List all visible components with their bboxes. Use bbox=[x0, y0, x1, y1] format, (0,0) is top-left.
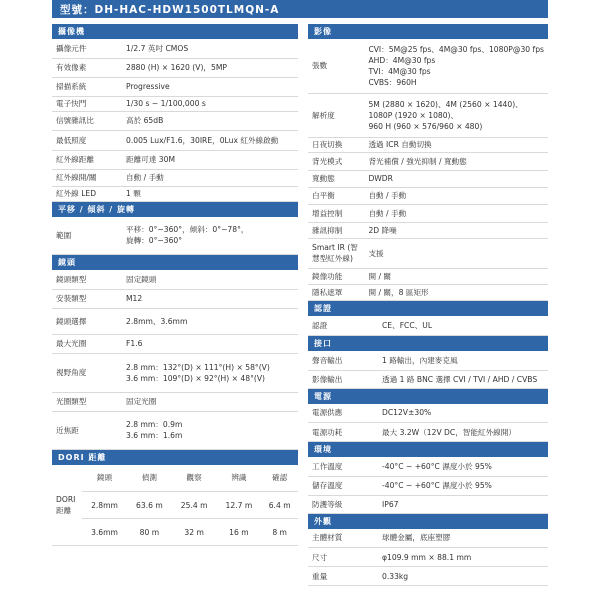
spec-label: 雜訊抑制 bbox=[308, 222, 364, 238]
spec-value bbox=[122, 96, 298, 111]
dori-cell: 80 m bbox=[127, 519, 172, 546]
spec-value-line: 固定光圈 bbox=[126, 397, 157, 406]
spec-label: 背光模式 bbox=[308, 152, 364, 170]
spec-value-line: DC12V±30% bbox=[382, 408, 432, 418]
spec-value bbox=[122, 289, 298, 308]
spec-value-line: DWDR bbox=[368, 174, 393, 183]
spec-value bbox=[364, 152, 548, 170]
spec-value-line: 1/2.7 英吋 CMOS bbox=[126, 43, 189, 53]
spec-value bbox=[122, 77, 298, 96]
spec-value bbox=[122, 392, 298, 411]
spec-value-line: CE、FCC、UL bbox=[382, 320, 433, 330]
spec-value-line: -40°C ~ +60°C 濕度小於 95% bbox=[382, 461, 492, 471]
spec-row bbox=[52, 308, 298, 334]
spec-value-line: 開 / 關，8 區矩形 bbox=[368, 287, 429, 297]
dori-cell: 12.7 m bbox=[217, 492, 262, 519]
dori-header-cell: 辨識 bbox=[217, 465, 262, 492]
dori-cell: 32 m bbox=[172, 519, 217, 546]
section-title: 影像 bbox=[308, 24, 548, 39]
spec-value bbox=[378, 316, 548, 336]
spec-table bbox=[308, 529, 548, 587]
spec-row bbox=[308, 529, 548, 548]
spec-value-line: M12 bbox=[126, 294, 143, 303]
spec-value bbox=[122, 58, 298, 77]
spec-value-line: 2880 (H) × 1620 (V)，5MP bbox=[126, 63, 227, 72]
spec-value bbox=[122, 111, 298, 130]
dori-header-cell: 偵測 bbox=[127, 465, 172, 492]
spec-value bbox=[122, 130, 298, 150]
dori-cell: 6.4 m bbox=[261, 492, 298, 519]
dori-header-cell: 鏡頭 bbox=[82, 465, 127, 492]
dori-header-cell: 確認 bbox=[261, 465, 298, 492]
spec-label: 光圈類型 bbox=[52, 392, 122, 411]
spec-value bbox=[378, 529, 548, 548]
spec-label: 鏡頭選擇 bbox=[52, 308, 122, 334]
spec-value-line: 自動 / 手動 bbox=[368, 191, 407, 200]
spec-value-line: 3.6 mm：1.6m bbox=[126, 431, 183, 440]
spec-row bbox=[308, 268, 548, 284]
spec-value bbox=[378, 476, 548, 495]
spec-label: 張數 bbox=[308, 39, 364, 93]
dori-cell: 63.6 m bbox=[127, 492, 172, 519]
spec-label: 白平衡 bbox=[308, 187, 364, 204]
spec-row bbox=[52, 111, 298, 130]
dori-table bbox=[52, 465, 298, 547]
spec-value-line: Progressive bbox=[126, 82, 170, 91]
spec-label: 掃描系統 bbox=[52, 77, 122, 96]
spec-row bbox=[308, 404, 548, 423]
spec-value bbox=[378, 351, 548, 370]
spec-table bbox=[308, 457, 548, 514]
spec-value-line: 960 H (960 × 576/960 × 480) bbox=[368, 121, 483, 131]
spec-table bbox=[308, 351, 548, 389]
spec-value bbox=[364, 238, 548, 268]
spec-label: 電源功耗 bbox=[308, 423, 378, 442]
right-spec-column bbox=[308, 24, 548, 586]
spec-value bbox=[364, 137, 548, 152]
spec-table bbox=[308, 39, 548, 301]
dori-label-line: DORI bbox=[56, 494, 76, 504]
spec-table bbox=[52, 39, 298, 202]
spec-value bbox=[378, 548, 548, 567]
spec-row bbox=[308, 423, 548, 442]
dori-label bbox=[52, 465, 82, 546]
section-title: 鏡頭 bbox=[52, 255, 298, 270]
spec-value-line: 背光補償 / 強光抑制 / 寬動態 bbox=[368, 156, 467, 166]
spec-value bbox=[122, 411, 298, 449]
spec-value-line: 透過 ICR 自動切換 bbox=[368, 140, 432, 149]
spec-label: 紅外線距離 bbox=[52, 150, 122, 169]
spec-value bbox=[378, 567, 548, 586]
spec-value-line: 自動 / 手動 bbox=[126, 173, 164, 182]
spec-row bbox=[308, 284, 548, 300]
spec-row bbox=[308, 316, 548, 336]
dori-label-line: 距離 bbox=[56, 505, 72, 515]
spec-value-line: 透過 1 路 BNC 選擇 CVI / TVI / AHD / CVBS bbox=[382, 374, 538, 384]
spec-value-line: 最大 3.2W（12V DC，智能紅外線開） bbox=[382, 427, 516, 437]
spec-row bbox=[52, 289, 298, 308]
spec-value-line: TVI：4M@30 fps bbox=[368, 66, 431, 76]
dori-cell: 8 m bbox=[261, 519, 298, 546]
spec-value-line: 3.6 mm：109°(D) × 92°(H) × 48°(V) bbox=[126, 373, 265, 383]
spec-label: 解析度 bbox=[308, 93, 364, 137]
spec-value-line: 1080P (1920 × 1080)、 bbox=[368, 110, 459, 120]
spec-label: 視野角度 bbox=[52, 353, 122, 392]
spec-value bbox=[364, 222, 548, 238]
spec-row bbox=[308, 567, 548, 586]
spec-row bbox=[308, 548, 548, 567]
spec-label: 安裝類型 bbox=[52, 289, 122, 308]
spec-label: 最大光圈 bbox=[52, 334, 122, 353]
spec-value-line: 支援 bbox=[368, 248, 384, 258]
spec-row bbox=[308, 170, 548, 187]
spec-label: 範圍 bbox=[52, 217, 122, 255]
spec-row bbox=[52, 130, 298, 150]
spec-label: 隱私遮罩 bbox=[308, 284, 364, 300]
spec-label: 主體材質 bbox=[308, 529, 378, 548]
spec-table bbox=[308, 316, 548, 337]
spec-label: 增益控制 bbox=[308, 204, 364, 222]
spec-row bbox=[52, 217, 298, 255]
dori-row bbox=[52, 519, 298, 546]
section-title: DORI 距離 bbox=[52, 450, 298, 465]
spec-table bbox=[52, 217, 298, 256]
spec-row bbox=[52, 58, 298, 77]
dori-cell: 25.4 m bbox=[172, 492, 217, 519]
spec-row bbox=[52, 77, 298, 96]
spec-value-line: 1/30 s ~ 1/100,000 s bbox=[126, 99, 206, 108]
spec-row bbox=[308, 152, 548, 170]
spec-row bbox=[52, 353, 298, 392]
spec-value-line: 0.005 Lux/F1.6，30IRE，0Lux 紅外線啟動 bbox=[126, 135, 279, 145]
spec-row bbox=[308, 495, 548, 513]
spec-value bbox=[364, 204, 548, 222]
model-header bbox=[52, 0, 548, 18]
spec-value bbox=[378, 495, 548, 513]
spec-value bbox=[122, 39, 298, 58]
spec-row bbox=[308, 351, 548, 370]
spec-label: 儲存溫度 bbox=[308, 476, 378, 495]
spec-row bbox=[52, 411, 298, 449]
spec-value-line: φ109.9 mm × 88.1 mm bbox=[382, 552, 472, 562]
spec-value-line: 1 路輸出，內建麥克風 bbox=[382, 355, 458, 365]
spec-row bbox=[308, 476, 548, 495]
spec-value-line: CVBS：960H bbox=[368, 77, 417, 87]
spec-value-line: 2D 降噪 bbox=[368, 225, 397, 235]
spec-label: 電源供應 bbox=[308, 404, 378, 423]
spec-value-line: AHD：4M@30 fps bbox=[368, 55, 436, 65]
section-title: 電源 bbox=[308, 389, 548, 404]
spec-value bbox=[122, 308, 298, 334]
spec-value-line: 2.8 mm：0.9m bbox=[126, 420, 183, 429]
section-title: 接口 bbox=[308, 336, 548, 351]
spec-label: 寬動態 bbox=[308, 170, 364, 187]
spec-value-line: 5M (2880 × 1620)、4M (2560 × 1440)、 bbox=[368, 99, 523, 109]
spec-row bbox=[308, 238, 548, 268]
spec-value bbox=[122, 334, 298, 353]
spec-value-line: 球體金屬，底座塑膠 bbox=[382, 533, 451, 543]
spec-value-line: 2.8 mm：132°(D) × 111°(H) × 58°(V) bbox=[126, 362, 270, 372]
dori-cell: 16 m bbox=[217, 519, 262, 546]
spec-table bbox=[52, 270, 298, 450]
spec-row bbox=[308, 137, 548, 152]
spec-value-line: 自動 / 手動 bbox=[368, 208, 407, 218]
spec-label: 工作溫度 bbox=[308, 457, 378, 476]
spec-value bbox=[364, 170, 548, 187]
spec-value-line: 距離可達 30M bbox=[126, 155, 176, 164]
dori-cell: 2.8mm bbox=[82, 492, 127, 519]
spec-label: 尺寸 bbox=[308, 548, 378, 567]
spec-value-line: 固定鏡頭 bbox=[126, 274, 157, 284]
spec-row bbox=[308, 370, 548, 388]
spec-value bbox=[378, 457, 548, 476]
spec-value-line: 開 / 關 bbox=[368, 271, 392, 281]
left-spec-column bbox=[52, 24, 298, 546]
model-title: 型號：DH-HAC-HDW1500TLMQN-A bbox=[60, 4, 280, 16]
spec-row bbox=[308, 93, 548, 137]
spec-value bbox=[378, 404, 548, 423]
spec-value-line: 1 顆 bbox=[126, 189, 141, 198]
dori-cell: 3.6mm bbox=[82, 519, 127, 546]
spec-value bbox=[364, 187, 548, 204]
spec-row bbox=[52, 39, 298, 58]
spec-label: 紅外線開/關 bbox=[52, 169, 122, 186]
spec-label: 認證 bbox=[308, 316, 378, 336]
spec-row bbox=[308, 187, 548, 204]
spec-value-line: 2.8mm、3.6mm bbox=[126, 316, 188, 326]
spec-label: 信號雜訊比 bbox=[52, 111, 122, 130]
spec-row bbox=[52, 334, 298, 353]
spec-value bbox=[364, 284, 548, 300]
spec-row bbox=[52, 96, 298, 111]
spec-label: 重量 bbox=[308, 567, 378, 586]
spec-row bbox=[52, 186, 298, 201]
spec-label: 攝像元件 bbox=[52, 39, 122, 58]
dori-header-cell: 觀察 bbox=[172, 465, 217, 492]
spec-value-line: 旋轉：0°~360° bbox=[126, 236, 183, 246]
spec-value bbox=[122, 169, 298, 186]
spec-value bbox=[364, 39, 548, 93]
spec-row bbox=[308, 204, 548, 222]
spec-row bbox=[52, 150, 298, 169]
spec-row bbox=[52, 392, 298, 411]
spec-label: 鏡頭類型 bbox=[52, 270, 122, 289]
spec-row bbox=[52, 169, 298, 186]
spec-value bbox=[122, 150, 298, 169]
spec-value-line: CVI：5M@25 fps、4M@30 fps、1080P@30 fps bbox=[368, 44, 544, 54]
spec-value bbox=[122, 217, 298, 255]
spec-value-line: 0.33kg bbox=[382, 571, 409, 581]
section-title: 認證 bbox=[308, 301, 548, 316]
spec-value bbox=[122, 186, 298, 201]
spec-value bbox=[378, 370, 548, 388]
dori-header-row bbox=[52, 465, 298, 492]
spec-label: 聲音輸出 bbox=[308, 351, 378, 370]
spec-label: 鏡像功能 bbox=[308, 268, 364, 284]
spec-label: 最低照度 bbox=[52, 130, 122, 150]
spec-label: 有效像素 bbox=[52, 58, 122, 77]
spec-row bbox=[308, 457, 548, 476]
spec-value bbox=[378, 423, 548, 442]
spec-value bbox=[122, 353, 298, 392]
spec-value bbox=[122, 270, 298, 289]
spec-value-line: -40°C ~ +60°C 濕度小於 95% bbox=[382, 481, 492, 490]
spec-label: 電子快門 bbox=[52, 96, 122, 111]
spec-row bbox=[52, 270, 298, 289]
spec-label: 日夜切換 bbox=[308, 137, 364, 152]
spec-label: 紅外線 LED bbox=[52, 186, 122, 201]
spec-row bbox=[308, 39, 548, 93]
spec-table bbox=[308, 404, 548, 443]
spec-label: 影像輸出 bbox=[308, 370, 378, 388]
spec-value bbox=[364, 93, 548, 137]
section-title: 平移 / 傾斜 / 旋轉 bbox=[52, 202, 298, 217]
spec-label: Smart IR (智慧型紅外線) bbox=[308, 238, 364, 268]
spec-label: 近焦距 bbox=[52, 411, 122, 449]
spec-value-line: 高於 65dB bbox=[126, 116, 164, 125]
spec-value bbox=[364, 268, 548, 284]
spec-value-line: IP67 bbox=[382, 499, 399, 509]
section-title: 外觀 bbox=[308, 514, 548, 529]
spec-row bbox=[308, 222, 548, 238]
section-title: 攝像機 bbox=[52, 24, 298, 39]
section-title: 環境 bbox=[308, 442, 548, 457]
spec-value-line: 平移：0°~360°，傾斜：0°~78°， bbox=[126, 225, 249, 235]
dori-row bbox=[52, 492, 298, 519]
spec-value-line: F1.6 bbox=[126, 339, 143, 348]
spec-label: 防護等級 bbox=[308, 495, 378, 513]
